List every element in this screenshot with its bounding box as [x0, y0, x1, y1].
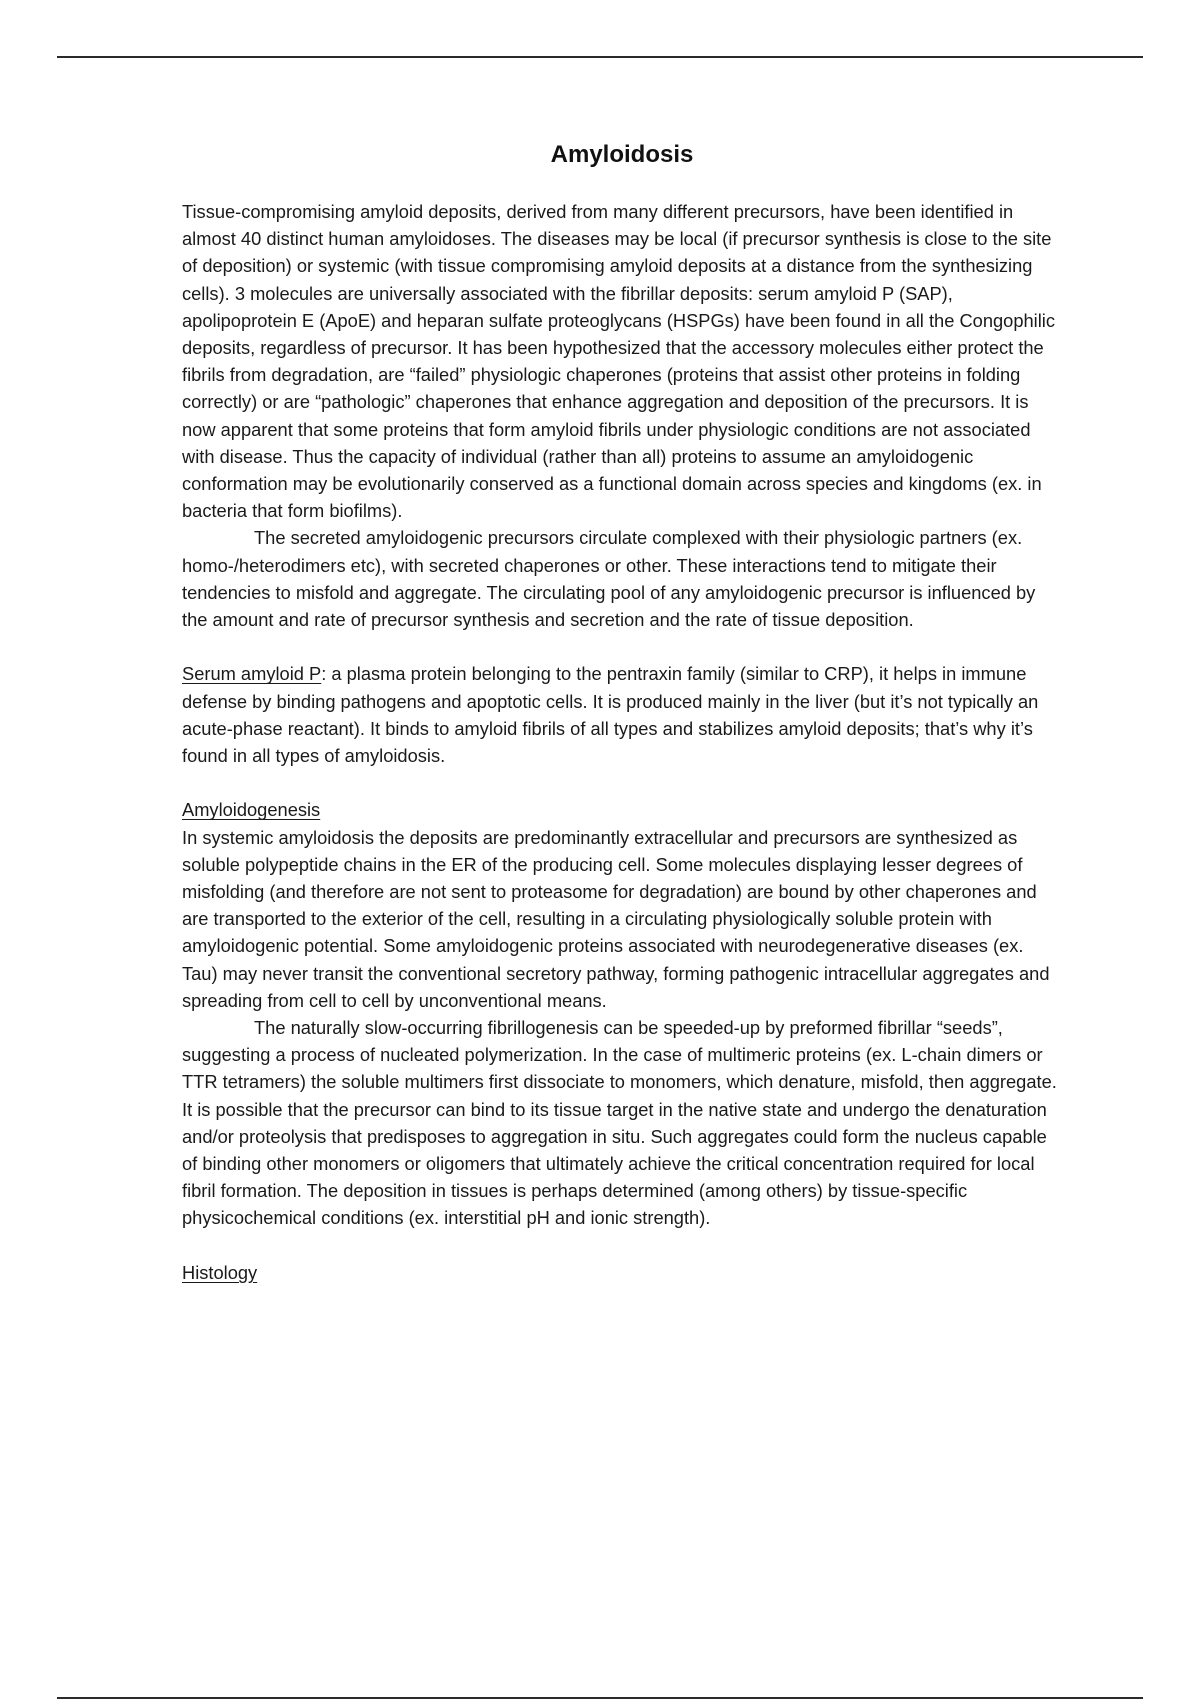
amyloidogenesis-paragraph-2: The naturally slow-occurring fibrillogenesis can be speeded-up by preformed fibrillar “seeds”, suggesting a process of nucleated polymerization. In the case of multimeric proteins (ex. L-chain dimers or TTR tetramers) the soluble multimers first dissociate to monomers, which denature, misfold, then aggregate. It is possible that the precursor can bind to its tissue target in the native state and undergo the denaturation and/or proteolysis that predisposes to aggregation in situ. Such aggregates could form the nucleus capable of binding other monomers or oligomers that ultimately achieve the critical concentration required for local fibril formation. The deposition in tissues is perhaps determined (among others) by tissue-specific physicochemical conditions (ex. interstitial pH and ionic strength). — [182, 1017, 1057, 1229]
sap-paragraph — [182, 660, 1062, 769]
amyloidogenesis-heading: Amyloidogenesis — [182, 799, 321, 821]
sap-label: Serum amyloid P — [182, 663, 322, 685]
intro-paragraph-1: Tissue-compromising amyloid deposits, derived from many different precursors, have been identified in almost 40 distinct human amyloidoses. The diseases may be local (if precursor synthesis is close to the site of deposition) or systemic (with tissue compromising amyloid deposits at a distance from the synthesizing cells). 3 molecules are universally associated with the fibrillar deposits: serum amyloid P (SAP), apolipoprotein E (ApoE) and heparan sulfate proteoglycans (HSPGs) have been found in all the Congophilic deposits, regardless of precursor. It has been hypothesized that the accessory molecules either protect the fibrils from degradation, are “failed” physiologic chaperones (proteins that assist other proteins in folding correctly) or are “pathologic” chaperones that enhance aggregation and deposition of the precursors. It is now apparent that some proteins that form amyloid fibrils under physiologic conditions are not associated with disease. Thus the capacity of individual (rather than all) proteins to assume an amyloidogenic conformation may be evolutionarily conserved as a functional domain across species and kingdoms (ex. in bacteria that form biofilms). — [182, 201, 1055, 522]
header-rule — [57, 56, 1143, 58]
footer-rule — [57, 1697, 1143, 1699]
sap-text: : a plasma protein belonging to the pentraxin family (similar to CRP), it helps in immune defense by binding pathogens and apoptotic cells. It is produced mainly in the liver (but it’s not typically an acute-phase reactant). It binds to amyloid fibrils of all types and stabilizes amyloid deposits; that’s why it’s found in all types of amyloidosis. — [182, 663, 1039, 767]
spacer — [182, 769, 1062, 796]
spacer — [182, 1232, 1062, 1259]
histology-heading: Histology — [182, 1261, 258, 1283]
spacer — [182, 633, 1062, 660]
amyloidogenesis-paragraph-1: In systemic amyloidosis the deposits are predominantly extracellular and precursors are synthesized as soluble polypeptide chains in the ER of the producing cell. Some molecules displaying lesser degrees of misfolding (and therefore are not sent to proteasome for degradation) are bound by other chaperones and are transported to the exterior of the cell, resulting in a circulating physiologically soluble protein with amyloidogenic potential. Some amyloidogenic proteins associated with neurodegenerative diseases (ex. Tau) may never transit the conventional secretory pathway, forming pathogenic intracellular aggregates and spreading from cell to cell by unconventional means. — [182, 826, 1050, 1011]
document-body — [182, 140, 1062, 1286]
document-title: Amyloidosis — [550, 141, 694, 168]
intro-paragraph-2: The secreted amyloidogenic precursors circulate complexed with their physiologic partners (ex. homo-/heterodimers etc), with secreted chaperones or other. These interactions tend to mitigate their tendencies to misfold and aggregate. The circulating pool of any amyloidogenic precursor is influenced by the amount and rate of precursor synthesis and secretion and the rate of tissue deposition. — [182, 527, 1036, 631]
